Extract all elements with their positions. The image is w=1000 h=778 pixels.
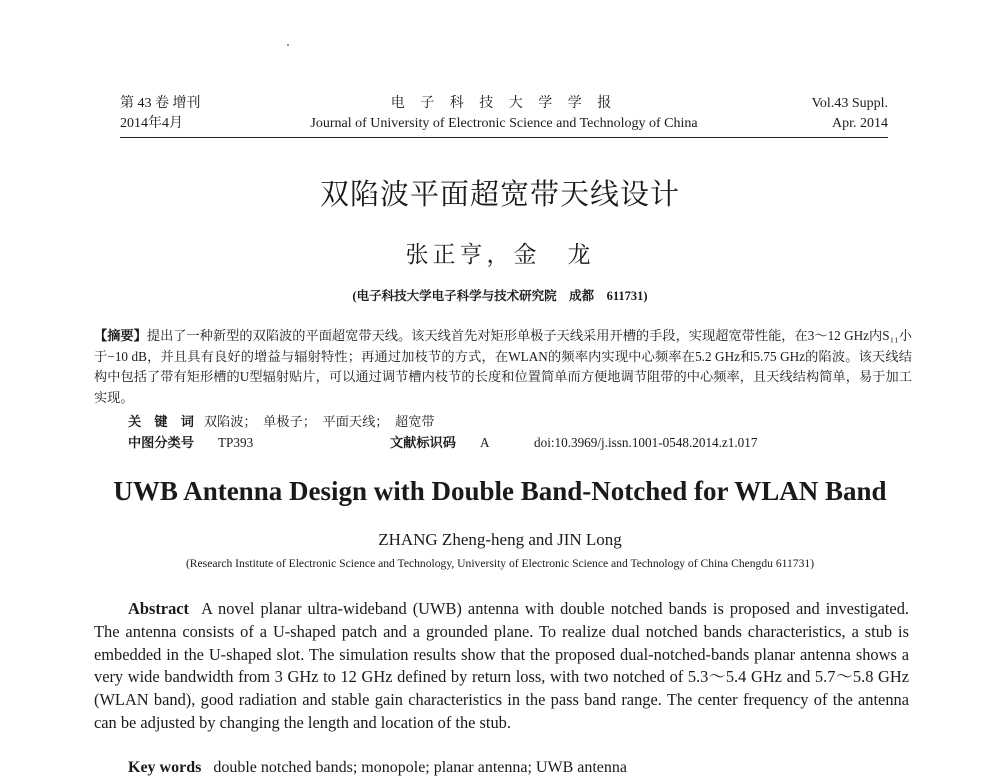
running-header bbox=[120, 94, 888, 138]
affiliation-cn: (电子科技大学电子科学与技术研究院 成都 611731) bbox=[352, 289, 648, 303]
keywords-cn-text: 双陷波； 单极子； 平面天线； 超宽带 bbox=[203, 414, 435, 429]
keywords-cn-label: 关 键 词 bbox=[128, 414, 194, 429]
header-journal-cn: 电 子 科 技 大 学 学 报 bbox=[390, 96, 618, 111]
abstract-en-label: Abstract bbox=[128, 599, 189, 618]
affiliation-en: (Research Institute of Electronic Science and Technology, University of Electronic Science and Technology of China Chengdu 611731) bbox=[185, 557, 815, 570]
clc-value: TP393 bbox=[218, 435, 254, 450]
abstract-en bbox=[94, 598, 909, 735]
header-rule bbox=[120, 137, 888, 138]
keywords-en bbox=[128, 758, 627, 778]
abstract-cn bbox=[94, 326, 912, 408]
title-cn: 双陷波平面超宽带天线设计 bbox=[319, 177, 680, 211]
header-journal-en: Journal of University of Electronic Science and Technology of China bbox=[310, 116, 698, 131]
keywords-cn bbox=[128, 412, 435, 432]
scan-speck bbox=[287, 44, 289, 46]
abstract-en-text: A novel planar ultra-wideband (UWB) antenna with double notched bands is proposed and investigated. The antenna consists of a U-shaped patch and a grounded plane. To realize dual notched bands characteristics, a stub is embedded in the U-shaped slot. The simulation results show that the proposed dual-notched-bands planar antenna shows a very wide bandwidth from 3 GHz to 12 GHz defined by return loss, with two notched of 5.3～5.4 GHz and 5.7～5.8 GHz (WLAN band), good radiation and stable gain characteristics in the pass band range. The center frequency of the antenna can be adjusted by changing the length and location of the stub. bbox=[94, 599, 910, 732]
abstract-cn-text: 提出了一种新型的双陷波的平面超宽带天线。该天线首先对矩形单极子天线采用开槽的手段，实现超宽带性能，在3～12 GHz内S₁₁小于−10 dB，并且具有良好的增益与辐射特性；再通过加枝节的方式，在WLAN的频率内实现中心频率在5.2 GHz和5.75 GHz的陷波。该天线结构中包括了带有矩形槽的U型辐射贴片，可以通过调节槽内枝节的长度和位置简单而方便地调节阻带的中心频率，且天线结构简单，易于加工实现。 bbox=[94, 328, 912, 405]
keywords-en-text: double notched bands; monopole; planar antenna; UWB antenna bbox=[213, 759, 627, 776]
authors-cn: 张正亨，金 龙 bbox=[405, 242, 595, 267]
header-date-cn: 2014年4月 bbox=[120, 116, 183, 131]
doc-code-label: 文献标识码 bbox=[390, 435, 456, 450]
abstract-cn-label: 【摘要】 bbox=[94, 328, 147, 343]
doi: doi:10.3969/j.issn.1001-0548.2014.z1.017 bbox=[534, 435, 758, 450]
authors-en: ZHANG Zheng-heng and JIN Long bbox=[378, 530, 622, 549]
header-volume-en: Vol.43 Suppl. bbox=[811, 96, 888, 111]
header-date-en: Apr. 2014 bbox=[832, 116, 888, 131]
title-en: UWB Antenna Design with Double Band-Notched for WLAN Band bbox=[113, 476, 887, 506]
keywords-en-label: Key words bbox=[128, 759, 202, 776]
header-volume-cn: 第 43 卷 增刊 bbox=[120, 96, 201, 111]
doc-code-value: A bbox=[480, 435, 490, 450]
clc-label: 中图分类号 bbox=[128, 435, 194, 450]
